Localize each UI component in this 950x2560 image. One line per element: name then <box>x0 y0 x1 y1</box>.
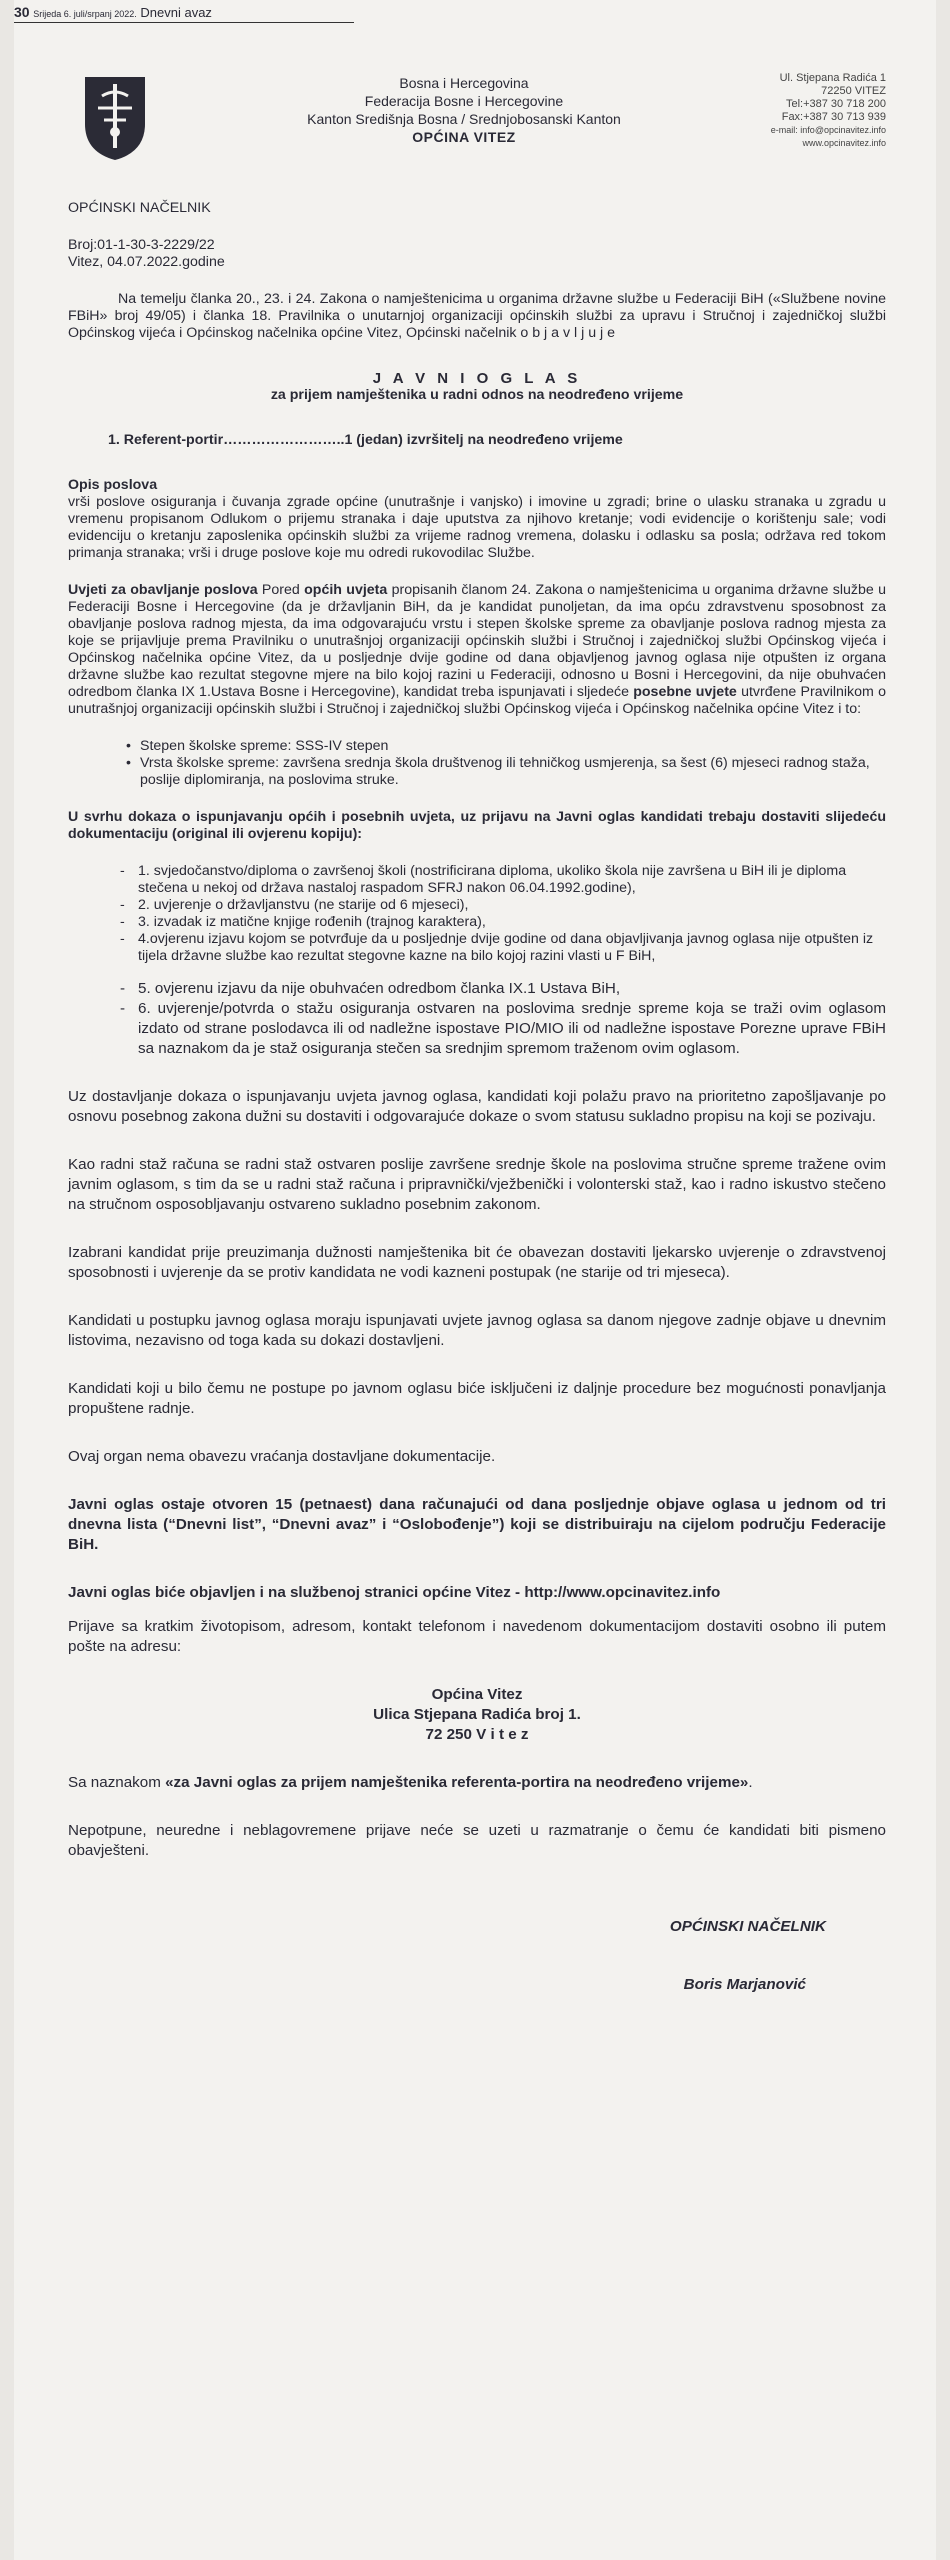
p-return: Ovaj organ nema obavezu vraćanja dostavljane dokumentacije. <box>68 1448 496 1465</box>
p-open: Javni oglas ostaje otvoren 15 (petnaest) dana računajući od dana posljednje objave oglasa u jednom od tri dnevna lista (“Dnevni list”, “Dnevni avaz” i “Oslobođenje”) koji se distribuiraju na cijelom području Federacije BiH. <box>68 1496 886 1553</box>
docs-list <box>120 863 886 965</box>
p-priority: Uz dostavljanje dokaza o ispunjavanju uvjeta javnog oglasa, kandidati koji polažu pravo na prioritetno zapošljavanje po osnovu posebnog zakona dužni su dostaviti i odgovarajuće dokaze o svom statusu sukladno propisu na koji se pozivaju. <box>68 1088 886 1125</box>
list-item: - 4.ovjerenu izjavu kojom se potvrđuje da u posljednje dvije godine od dana objavljivanja javnog oglasa nije otpušten iz tijela državne službe kao rezultat stegovne kazne na bilo kojoj razini vlasti u F BiH, <box>120 931 874 964</box>
municipality: OPĆINA VITEZ <box>412 129 516 145</box>
ref-number: Broj:01-1-30-3-2229/22 <box>68 237 215 253</box>
newspaper-name: Dnevni avaz <box>140 5 212 20</box>
date-line: Srijeda 6. juli/srpanj 2022. <box>33 9 137 19</box>
p-candidates: Kandidati u postupku javnog oglasa moraju ispunjavati uvjete javnog oglasa sa danom njegove zadnje objave u dnevnim listovima, nezavisno od toga kada su dokazi dostavljeni. <box>68 1312 886 1349</box>
address-line2: 72250 VITEZ <box>821 85 886 97</box>
p-submit: Prijave sa kratkim životopisom, adresom, kontakt telefonom i navedenom dokumentacijom dostaviti osobno ili putem pošte na adresu: <box>68 1618 886 1655</box>
list-item: • Vrsta školske spreme: završena srednja škola društvenog ili tehničkog usmjerenja, sa šest (6) mjeseci radnog staža, poslije diplomiranja, na poslovima struke. <box>126 755 886 789</box>
list-item: - 3. izvadak iz matične knjige rođenih (trajnog karaktera), <box>120 914 486 930</box>
p-staz: Kao radni staž računa se radni staž ostvaren poslije završene srednje škole na poslovima stručne spreme tražene ovim javnim oglasom, s tim da se u radni staž računa i pripravnički/vježbenički i volonterski staž, kao i radno iskustvo stečeno na stručnom osposobljavanju ostvareno sukladno posebnim zakonom. <box>68 1156 886 1213</box>
job-desc: vrši poslove osiguranja i čuvanja zgrade općine (unutrašnje i vanjsko) i imovine u zgradi; brine o ulasku stranaka u zgradu u vremenu propisanom Odlukom o prijemu stranaka i daje uputstva za njihovo kretanje; vodi evidencije o korištenju sale; vodi evidenciju o kretanju zaposlenika općinskih službi za vrijeme radnog vremena, dolasku i odlasku sa posla; održava red tokom primanja stranaka; vrši i druge poslove koje mu odredi rukovodilac Službe. <box>68 494 886 561</box>
p-mark: Sa naznakom «za Javni oglas za prijem namještenika referenta-portira na neodređeno vrijeme». <box>68 1774 753 1791</box>
section-lower <box>68 979 886 1995</box>
email: e-mail: info@opcinavitez.info <box>770 125 886 135</box>
letterhead <box>54 62 896 172</box>
ad-title: J A V N I O G L A S <box>372 370 582 387</box>
docs-heading: U svrhu dokaza o ispunjavanju općih i posebnih uvjeta, uz prijavu na Javni oglas kandidati trebaju dostaviti slijedeću dokumentaciju (original ili ovjerenu kopiju): <box>68 809 886 842</box>
canton: Kanton Središnja Bosna / Srednjobosanski Kanton <box>307 111 621 127</box>
signature-title: OPĆINSKI NAČELNIK <box>669 1918 826 1935</box>
address-line1: Ul. Stjepana Radića 1 <box>779 72 886 84</box>
job-desc-heading: Opis poslova <box>68 477 158 493</box>
p-selected: Izabrani kandidat prije preuzimanja dužnosti namještenika bit će obavezan dostaviti ljekarsko uvjerenje o zdravstvenoj sposobnosti i uvjerenje da se protiv kandidata ne vodi kazneni postupak (ne starije od tri mjeseca). <box>68 1244 886 1281</box>
p-excluded: Kandidati koji u bilo čemu ne postupe po javnom oglasu biće isključeni iz daljnje procedure bez mogućnosti ponavljanja propuštene radnje. <box>68 1380 886 1417</box>
page-number: 30 <box>14 4 30 20</box>
docs-list-cont <box>120 979 886 1059</box>
conditions-heading: Uvjeti za obavljanje poslova <box>68 582 258 598</box>
ad-subtitle: za prijem namještenika u radni odnos na neodređeno vrijeme <box>270 387 684 403</box>
signature-name: Boris Marjanović <box>683 1976 806 1993</box>
address-line3: 72 250 V i t e z <box>425 1726 529 1743</box>
p-website: Javni oglas biće objavljen i na službenoj stranici općine Vitez - http://www.opcinavitez.info <box>68 1584 721 1601</box>
office: OPĆINSKI NAČELNIK <box>68 200 211 216</box>
document-body <box>68 200 886 1995</box>
address-line1: Općina Vitez <box>431 1686 523 1703</box>
address-line2: Ulica Stjepana Radića broj 1. <box>373 1706 581 1723</box>
municipal-crest-icon <box>82 74 148 162</box>
letterhead-center <box>254 74 674 146</box>
website: www.opcinavitez.info <box>802 138 886 148</box>
letterhead-contact <box>716 72 886 150</box>
newspaper-header-line <box>14 4 354 23</box>
list-item: • Stepen školske spreme: SSS-IV stepen <box>126 738 886 755</box>
list-item: - 2. uvjerenje o državljanstvu (ne starije od 6 mjeseci), <box>120 897 469 913</box>
postal-address <box>68 1685 886 1745</box>
conditions: Uvjeti za obavljanje poslova Pored općih uvjeta propisanih članom 24. Zakona o namještenicima u organima državne službe u Federaciji Bosne i Hercegovine (da je državljanin BiH, da je kandidat punoljetan, da ima opću zdravstvenu sposobnost za obavljanje poslova radnog mjesta, da ima odgovarajuću vrstu i stepen školske spreme za obavljanje poslova radnog mjesta za koje se prijavljuje prema Pravilniku o unutrašnjoj organizaciji općinskih službi i Stručnoj i zajedničkoj službi Općinskog vijeća i Općinskog načelnika općine Vitez, da u posljednje dvije godine od dana objavljenog javnog oglasa nije otpušten iz organa državne službe kao rezultat stegovne mjere na bilo kojoj razini u Federaciji, odnosno u Bosni i Hercegovini, da nije obuhvaćen odredbom članka IX 1.Ustava Bosne i Hercegovine), kandidat treba ispunjavati i sljedeće posebne uvjete utvrđene Pravilnikom o unutrašnjoj organizaciji općinskih službi i Stručnoj i zajedničkoj službi Općinskog vijeća i Općinskog načelnika općine Vitez i to: <box>68 582 886 717</box>
country: Bosna i Hercegovina <box>399 75 529 91</box>
newspaper-page <box>14 0 936 2560</box>
list-item: - 6. uvjerenje/potvrda o stažu osiguranja ostvaren na poslovima srednje spreme koja se traži ovim oglasom izdato od strane poslodavca ili od nadležne ispostave PIO/MIO ili od nadležne ispostave Porezne uprave FBiH sa naznakom da je staž osiguranja stečen sa srednjim spremom traženom ovim oglasom. <box>120 1000 886 1057</box>
intro: Na temelju članka 20., 23. i 24. Zakona o namještenicima u organima državne službe u Federaciji BiH («Službene novine FBiH» broj 49/05) i članka 18. Pravilnika o unutarnjoj organizaciji općinskih službi za upravu i Stručnoj i zajedničkoj službi Općinskog vijeća i Općinskog načelnika općine Vitez, Općinski načelnik o b j a v l j u j e <box>68 291 886 341</box>
place-date: Vitez, 04.07.2022.godine <box>68 254 225 270</box>
list-item: - 1. svjedočanstvo/diploma o završenoj školi (nostrificirana diploma, ukoliko škola nije završena u BiH ili je diploma stečena u nekoj od država nastaloj raspadom SFRJ nakon 06.04.1992.godine), <box>120 863 847 896</box>
fax: Fax:+387 30 713 939 <box>781 111 886 123</box>
federation: Federacija Bosne i Hercegovine <box>364 93 564 109</box>
requirements-list <box>126 738 886 789</box>
list-item: - 5. ovjerenu izjavu da nije obuhvaćen odredbom članka IX.1 Ustava BiH, <box>120 980 621 997</box>
p-incomplete: Nepotpune, neuredne i neblagovremene prijave neće se uzeti u razmatranje o čemu će kandidati biti pismeno obavješteni. <box>68 1822 886 1859</box>
tel: Tel:+387 30 718 200 <box>785 98 886 110</box>
position: 1. Referent-portir……………………..1 (jedan) izvršitelj na neodređeno vrijeme <box>108 432 623 448</box>
